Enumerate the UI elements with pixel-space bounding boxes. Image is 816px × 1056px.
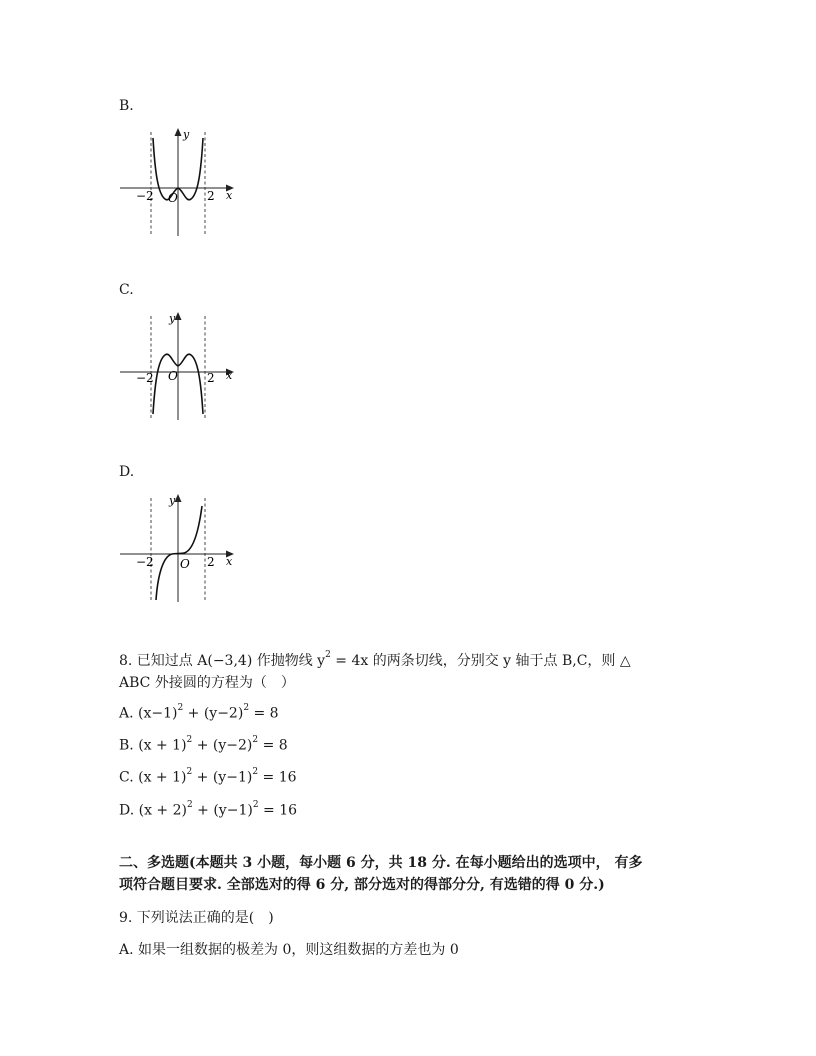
x-axis-label: x	[226, 369, 233, 382]
origin-label: O	[180, 557, 190, 571]
q8-option-c-part1: C. (x + 1)	[119, 769, 187, 786]
q8-option-d-exp2: 2	[252, 800, 259, 810]
tick-pos-2: 2	[207, 189, 215, 203]
x-axis-label: x	[226, 555, 233, 568]
tick-neg-2: −2	[136, 371, 154, 385]
section2-heading-line2: 项符合题目要求. 全部选对的得 6 分, 部分选对的得部分分, 有选错的得 0 分.)	[119, 877, 605, 893]
q8-stem-part2: = 4x 的两条切线，分别交 y 轴于点 B,C，则 △	[330, 653, 631, 669]
q8-stem-line2: ABC 外接圆的方程为（ ）	[119, 675, 295, 691]
q8-stem-part1: 8. 已知过点 A(−3,4) 作抛物线 y	[119, 653, 326, 669]
q8-stem-line1	[119, 650, 631, 670]
y-axis-label: y	[169, 494, 176, 507]
q8-option-a-exp1: 2	[177, 703, 184, 713]
option-d-graph	[120, 490, 240, 606]
q8-option-d	[119, 802, 297, 819]
section2-heading-line1: 二、多选题(本题共 3 小题，每小题 6 分，共 18 分. 在每小题给出的选项中， 有多	[119, 855, 643, 871]
q8-option-a-part3: = 8	[249, 705, 279, 722]
tick-neg-2: −2	[136, 555, 154, 569]
q8-option-c-part2: + (y−1)	[192, 769, 253, 786]
q8-option-a-exp2: 2	[243, 703, 250, 713]
q8-option-b-part2: + (y−2)	[192, 737, 253, 754]
option-b-label: B.	[119, 98, 134, 114]
q8-option-a-part2: + (y−2)	[183, 705, 244, 722]
q8-option-a-part1: A. (x−1)	[119, 705, 178, 722]
q8-option-d-part2: + (y−1)	[192, 802, 253, 819]
tick-pos-2: 2	[207, 371, 215, 385]
q8-option-d-exp1: 2	[186, 800, 193, 810]
q8-option-a	[119, 705, 279, 722]
q8-option-b-exp2: 2	[252, 735, 259, 745]
q8-option-c-exp2: 2	[252, 767, 259, 777]
q8-option-b-exp1: 2	[186, 735, 193, 745]
tick-pos-2: 2	[207, 555, 215, 569]
q8-option-d-part3: = 16	[258, 802, 298, 819]
y-axis-label: y	[183, 128, 190, 141]
tick-neg-2: −2	[136, 189, 154, 203]
q8-option-b-part3: = 8	[258, 737, 288, 754]
origin-label: O	[168, 369, 178, 383]
q9-stem: 9. 下列说法正确的是( )	[119, 910, 274, 926]
q8-option-c	[119, 769, 297, 786]
q8-option-b	[119, 737, 288, 754]
q8-option-c-exp1: 2	[186, 767, 193, 777]
q8-option-b-part1: B. (x + 1)	[119, 737, 187, 754]
q8-option-c-part3: = 16	[258, 769, 297, 786]
option-c-graph	[120, 308, 240, 424]
q9-option-a: A. 如果一组数据的极差为 0，则这组数据的方差也为 0	[119, 942, 459, 958]
q8-exponent: 2	[325, 650, 331, 661]
option-b-graph	[120, 124, 240, 240]
origin-label: O	[168, 191, 178, 205]
option-d-label: D.	[119, 464, 135, 480]
x-axis-label: x	[226, 189, 233, 202]
y-axis-label: y	[169, 312, 176, 325]
q8-option-d-part1: D. (x + 2)	[119, 802, 187, 819]
option-c-label: C.	[119, 282, 134, 298]
